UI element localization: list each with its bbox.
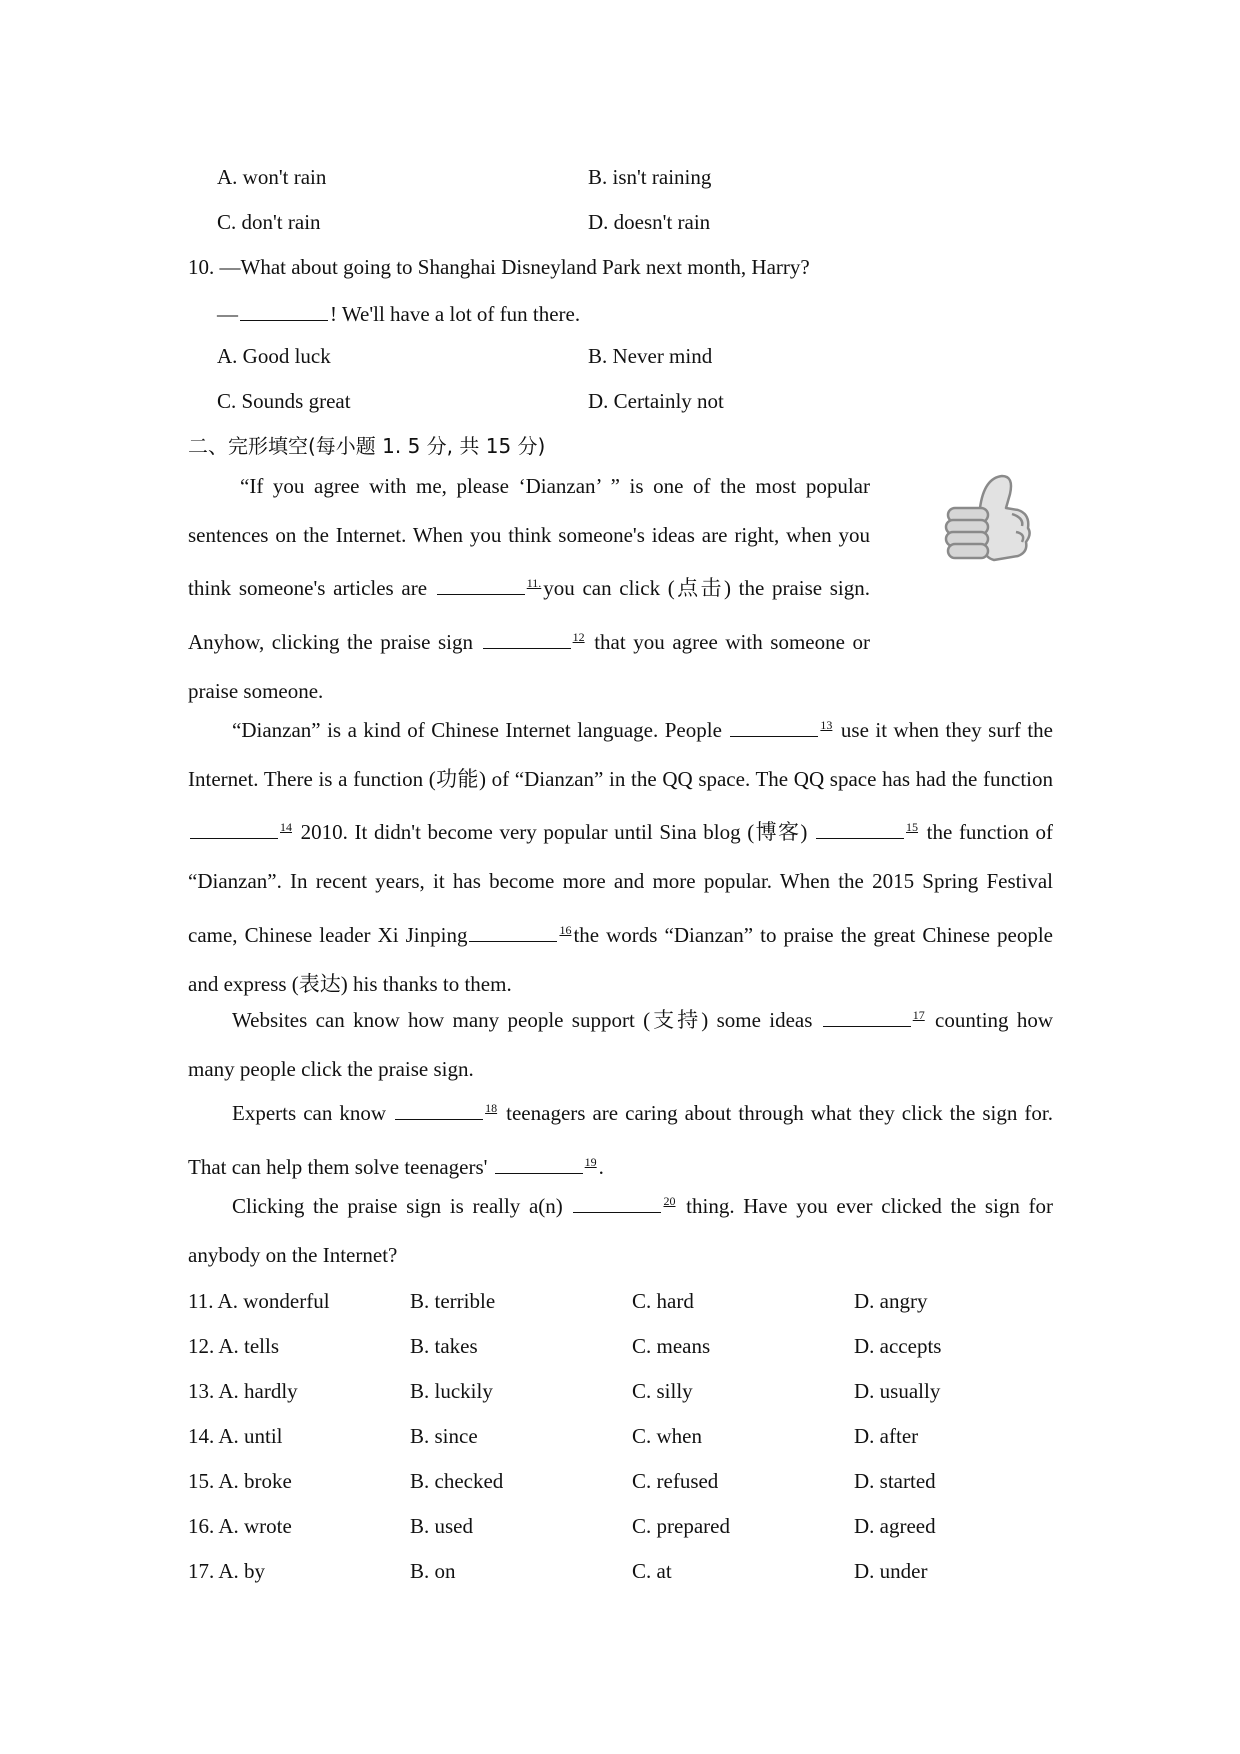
choice-d: D. accepts	[854, 1334, 942, 1358]
passage-text: .	[598, 1154, 604, 1179]
choice-row-16	[0, 1514, 1240, 1544]
choice-a: 17. A. by	[188, 1559, 266, 1583]
choice-d: D. usually	[854, 1379, 941, 1403]
blank-number-13: 13	[820, 718, 833, 732]
passage-paragraph-4	[188, 1084, 1053, 1191]
choice-row-17	[0, 1559, 1240, 1589]
choice-row-14	[0, 1424, 1240, 1454]
choice-c: C. means	[632, 1334, 711, 1358]
passage-text: use it when they surf the Internet. There is a function (功能) of “Dianzan” in the QQ space. The QQ space has had the function	[188, 718, 1053, 791]
choice-c: C. silly	[632, 1379, 693, 1403]
passage-text: thing. Have you ever clicked the sign for anybody on the Internet?	[188, 1194, 1054, 1267]
answer-blank-17	[823, 1007, 911, 1027]
thumbs-up-image	[940, 470, 1040, 570]
choice-a: 13. A. hardly	[188, 1379, 298, 1403]
q9-option-b: B. isn't raining	[588, 165, 712, 189]
blank-number-20: 20	[663, 1194, 676, 1208]
answer-blank-14	[190, 820, 278, 840]
choice-a: 14. A. until	[188, 1424, 283, 1448]
blank-number-17: 17	[912, 1008, 925, 1022]
q10-option-b: B. Never mind	[588, 344, 713, 368]
choice-b: B. luckily	[410, 1379, 493, 1403]
q9-option-d: D. doesn't rain	[588, 210, 711, 234]
q10-reply	[217, 301, 580, 325]
passage-text: you can click (点击) the praise sign. Anyhow, clicking the praise sign	[188, 576, 871, 655]
passage-text: the function of “Dianzan”. In recent years, it has become more and more popular. When the 2015 Spring Festival came, Chinese leader Xi Jinping	[188, 820, 1054, 947]
passage-paragraph-3	[188, 991, 1053, 1093]
choice-d: D. under	[854, 1559, 928, 1583]
blank-number-15: 15	[906, 820, 919, 835]
choice-d: D. agreed	[854, 1514, 936, 1538]
choice-a: 16. A. wrote	[188, 1514, 292, 1538]
choice-b: B. on	[410, 1559, 456, 1583]
choice-d: D. angry	[854, 1289, 928, 1313]
answer-blank-16	[469, 922, 557, 942]
passage-text: Experts can know	[232, 1101, 387, 1125]
choice-a: 15. A. broke	[188, 1469, 292, 1493]
answer-blank-15	[816, 820, 904, 840]
q10-option-a: A. Good luck	[217, 344, 331, 368]
passage-paragraph-1a	[188, 462, 870, 716]
passage-text: Clicking the praise sign is really a(n)	[232, 1194, 563, 1218]
choice-row-13	[0, 1379, 1240, 1409]
choice-c: C. prepared	[632, 1514, 730, 1538]
blank-number-18: 18	[485, 1101, 498, 1115]
passage-text: counting how many people click the praise sign.	[188, 1008, 1054, 1081]
q10-reply-dash: —	[217, 301, 238, 326]
passage-text: teenagers are caring about through what they click the sign for. That can help them solve teenagers'	[188, 1101, 1053, 1179]
choice-d: D. started	[854, 1469, 936, 1493]
q9-option-a: A. won't rain	[217, 165, 327, 189]
answer-blank-20	[573, 1193, 661, 1213]
choice-c: C. at	[632, 1559, 672, 1583]
choice-c: C. when	[632, 1424, 702, 1448]
choice-b: B. terrible	[410, 1289, 496, 1313]
choice-d: D. after	[854, 1424, 919, 1448]
passage-text: that you agree with someone or praise someone.	[188, 630, 871, 703]
q10-option-c: C. Sounds great	[217, 389, 351, 413]
q10-reply-text: ! We'll have a lot of fun there.	[330, 301, 581, 326]
choice-b: B. checked	[410, 1469, 504, 1493]
choice-b: B. used	[410, 1514, 473, 1538]
q9-option-c: C. don't rain	[217, 210, 321, 234]
answer-blank-18	[395, 1100, 483, 1120]
choice-c: C. hard	[632, 1289, 694, 1313]
answer-blank	[240, 301, 328, 321]
choice-row-15	[0, 1469, 1240, 1499]
blank-number-12: 12	[572, 630, 585, 645]
choice-a: 12. A. tells	[188, 1334, 280, 1358]
passage-text: “Dianzan” is a kind of Chinese Internet language. People	[232, 718, 722, 742]
choice-b: B. takes	[410, 1334, 478, 1358]
section-heading: 二、完形填空(每小题 1. 5 分, 共 15 分)	[188, 434, 546, 458]
passage-text: the words “Dianzan” to praise the great Chinese people and express (表达) his thanks to them.	[188, 922, 1053, 996]
blank-number-19: 19	[584, 1154, 597, 1169]
q10-option-d: D. Certainly not	[588, 389, 724, 413]
answer-blank-11	[437, 576, 525, 596]
choice-b: B. since	[410, 1424, 478, 1448]
answer-blank-13	[730, 717, 818, 737]
blank-number-11: 11.	[526, 576, 542, 591]
blank-number-14: 14	[280, 820, 292, 835]
q10-stem: 10. —What about going to Shanghai Disneyland Park next month, Harry?	[188, 255, 810, 279]
choice-row-12	[0, 1334, 1240, 1364]
blank-number-16: 16	[559, 922, 572, 937]
passage-text: Websites can know how many people support (支持) some ideas	[232, 1008, 813, 1032]
choice-c: C. refused	[632, 1469, 719, 1493]
passage-text: 2010. It didn't become very popular until Sina blog (博客)	[300, 820, 808, 845]
passage-paragraph-2	[188, 701, 1053, 1008]
choice-a: 11. A. wonderful	[188, 1289, 330, 1313]
answer-blank-19	[495, 1154, 583, 1174]
answer-blank-12	[483, 629, 571, 649]
choice-row-11	[0, 1289, 1240, 1319]
passage-paragraph-5	[188, 1177, 1053, 1279]
passage-text: “If you agree with me, please ‘Dianzan’ ” is one of the most popular sentences on the Internet. When you think someone's ideas are right, when you think someone's articles are	[188, 474, 870, 601]
